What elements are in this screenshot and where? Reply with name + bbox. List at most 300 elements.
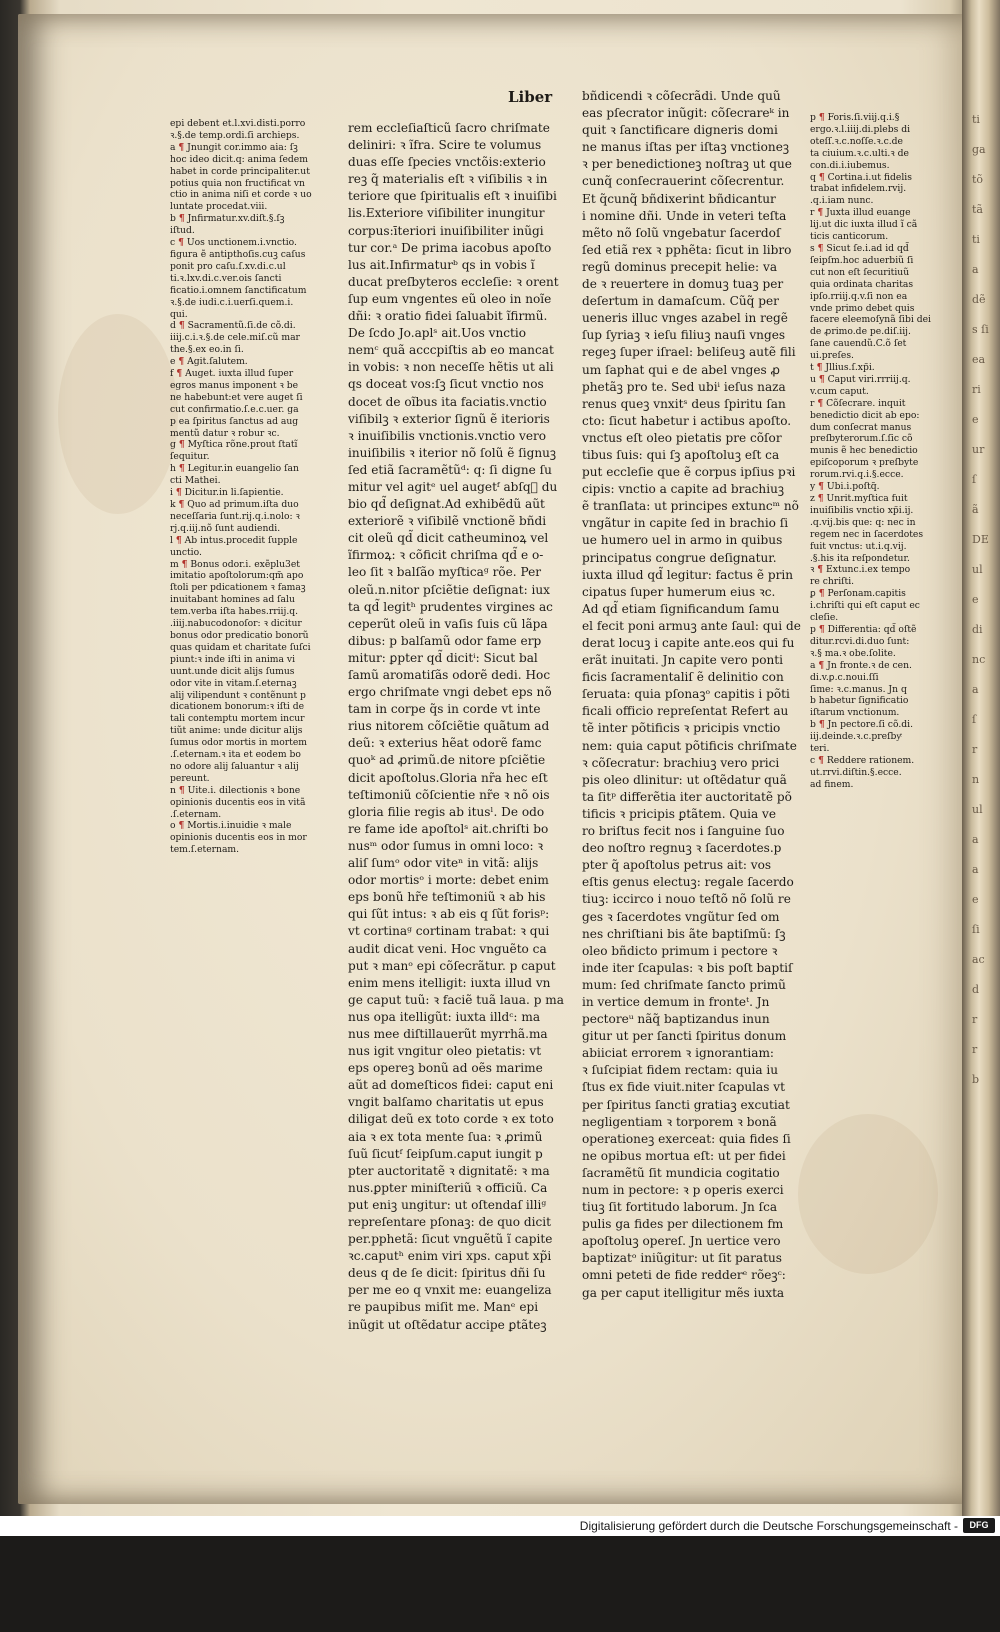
text-line: eps bonũ hr̃e teſtimoniũ ꝛ ab his <box>348 890 546 905</box>
gloss-line: tem.verba iſta habes.rriij.q. <box>170 606 299 618</box>
gloss-line: t ¶ Jllius.ſ.xp̃i. <box>810 362 875 374</box>
gloss-line: alij vilipendunt ꝛ contẽnunt p <box>170 689 306 701</box>
text-line: ſed etiã rex ꝛ pphẽta: ſicut in libro <box>582 242 792 257</box>
text-line: diligat deũ ex toto corde ꝛ ex toto <box>348 1112 554 1127</box>
text-line: Ad qd̃ etiam ſignificandum ſamu <box>582 601 780 616</box>
text-line: nes chriſtiani bis ãte baptiſmũ: ſꝫ <box>582 926 786 941</box>
text-line: ergo chriſmate vngi debet eps nõ <box>348 685 552 700</box>
gloss-line: c ¶ Reddere rationem. <box>810 754 915 766</box>
edge-fragment: e <box>972 893 979 906</box>
gloss-line: neceſſaria ſunt.rij.q.i.nolo: ꝛ <box>170 510 300 522</box>
gloss-line: vnde primo debet quis <box>810 302 915 314</box>
text-line: tificis ꝛ pricipis ꝑtãtem. Quia ve <box>582 806 777 821</box>
gloss-line: potius quia non fructificat vn <box>170 177 305 189</box>
edge-fragment: ſ <box>972 473 977 486</box>
text-line: ge caput tuũ: ꝛ faciẽ tuã laua. p ma <box>348 992 564 1007</box>
text-line: ficali officio repreſentat Refert au <box>582 704 789 719</box>
text-line: dicit apoſtolus.Gloria nr̃a hec eſt <box>348 770 548 785</box>
text-line: bñdicendi ꝛ cõſecrãdi. Unde quũ <box>582 89 781 103</box>
gloss-line: ficatio.i.omnem ſanctificatum <box>170 284 307 296</box>
text-line: inũgit ut oſtẽdatur accipe ꝑtãteꝫ <box>348 1317 547 1332</box>
text-line: mẽto nõ ſolũ vngebatur ſacerdoſ <box>582 225 781 240</box>
paragraph-mark-icon: ¶ <box>818 719 825 731</box>
text-line: tibus ſuis: qui ſꝫ apoſtoluꝫ eſt ca <box>582 447 780 462</box>
gloss-line: ergo.ꝛ.l.iiij.di.plebs di <box>810 123 911 135</box>
gloss-line: facere eleemoſynã ſibi dei <box>810 314 931 326</box>
text-line: lis.Exteriore viſibiliter inungitur <box>348 206 545 221</box>
text-line: ſtus ex fide viuit.niter ſcapulas vt <box>582 1080 785 1095</box>
paragraph-mark-icon: ¶ <box>178 237 184 249</box>
paragraph-mark-icon: ¶ <box>181 558 188 570</box>
edge-fragment: nc <box>972 653 986 666</box>
edge-fragment: tã <box>972 203 983 216</box>
text-line: ſuũ ſicutᶠ ſeipſum.caput iungit p <box>348 1146 543 1161</box>
text-line: corpus:īteriori inuiſibiliter inũgi <box>348 223 544 238</box>
gloss-line: cleſie. <box>810 612 839 624</box>
text-line: pis oleo dlinitur: ut oſtẽdatur quã <box>582 772 787 787</box>
text-line: exteriorẽ ꝛ viſibilẽ vnctionẽ bñdi <box>348 514 547 529</box>
text-line: abiiciat errorem ꝛ ignorantiam: <box>582 1046 775 1061</box>
text-line: mitur: ꝑpter qd̃ dicitⁱ: Sicut bal <box>348 650 538 665</box>
gloss-line: .q.i.iam nunc. <box>810 195 874 207</box>
text-line: aia ꝛ ex tota mente ſua: ꝛ ꝓrimũ <box>348 1129 543 1144</box>
edge-fragment: ur <box>972 443 985 456</box>
paragraph-mark-icon: ¶ <box>178 784 185 796</box>
gloss-line: ſime: ꝛ.c.manus. Jn q <box>810 683 907 695</box>
text-line: renus queꝫ vnxitˢ deus ſpiritu ſan <box>582 396 786 411</box>
gloss-line: luntate procedat.viii. <box>170 201 268 213</box>
gloss-line: dicationem bonorum:ꝛ iſti de <box>170 701 305 713</box>
paragraph-mark-icon: ¶ <box>175 534 182 546</box>
dfg-logo: DFG <box>963 1518 995 1533</box>
gloss-line: m ¶ Bonus odor.i. exẽplu3et <box>170 558 300 570</box>
paragraph-mark-icon: ¶ <box>818 171 825 183</box>
gloss-line: b ¶ Jn pectore.ſi cõ.di. <box>810 719 913 731</box>
text-line: rem eccleſiaſticũ ſacro chriſmate <box>348 121 550 135</box>
gloss-line: ſequitur. <box>170 451 210 463</box>
text-line: aliſ ſumᵒ odor viteⁿ in vitã: alijs <box>348 856 539 871</box>
text-line: put eniꝫ ungitur: ut oſtendaſ illiᵍ <box>348 1197 547 1212</box>
text-line: nus.ꝑpter miniſteriũ ꝛ officiũ. Ca <box>348 1180 548 1195</box>
text-line: principatus congrue deſignatur. <box>582 550 777 565</box>
gloss-line: ꝛ.§.de temp.ordi.ſi archieps. <box>170 129 300 141</box>
footer-credit: Digitalisierung gefördert durch die Deutsche Forschungsgemeinschaft - <box>579 1519 958 1533</box>
text-line: omni peteti de fide redderᵉ rõeꝫᶜ: <box>582 1268 786 1283</box>
text-line: in vertice demum in fronteᵗ. Jn <box>582 994 770 1009</box>
paragraph-mark-icon: ¶ <box>178 320 185 332</box>
edge-fragment: ti <box>972 233 980 246</box>
text-line: vngit balſamo charitatis ut epus <box>348 1095 544 1110</box>
gloss-line: h ¶ Legitur.in euangelio ſan <box>170 463 299 475</box>
main-text-column-2 <box>582 88 808 1302</box>
text-line: ueneris illuc vnges azabel in regẽ <box>582 311 788 326</box>
gloss-line: e ¶ Agit.ſalutem. <box>170 356 248 368</box>
text-line: Et q̃cunq̃ bñdixerint bñdicantur <box>582 191 776 206</box>
gloss-line: k ¶ Quo ad primum.iſta duo <box>170 499 299 510</box>
gloss-line: opinionis ducentis eos in vitã <box>170 796 306 808</box>
text-line: tam in corpe q̃s in corde vt inte <box>348 702 541 717</box>
text-line: vnctus eſt oleo pietatis pre cõſor <box>582 430 782 445</box>
text-line: ue humero uel in armo in quibus <box>582 533 783 548</box>
text-line: ſeruata: quia pſonaꝫᵒ capitis i põti <box>582 687 790 702</box>
text-line: ne opibus mortua eſt: ut per fidei <box>582 1148 786 1163</box>
gloss-line: ut.rrvi.diſtin.§.ecce. <box>810 766 902 778</box>
gloss-line: .iiij.nabucodonoſor: ꝛ dicitur <box>170 618 302 630</box>
text-line: regũ dominus precepit helie: va <box>582 259 778 274</box>
paragraph-mark-icon: ¶ <box>818 112 825 123</box>
gloss-line: ticis canticorum. <box>810 231 889 243</box>
paragraph-mark-icon: ¶ <box>818 373 825 385</box>
gloss-line: .ſ.eternam.ꝛ ita et eodem bo <box>170 749 301 761</box>
gloss-line: ꝛ.§.de iudi.c.i.uerſi.quem.i. <box>170 296 294 308</box>
main-text-column-1 <box>348 120 573 1334</box>
text-line: negligentiam ꝛ torporem ꝛ bonã <box>582 1114 777 1129</box>
gloss-line: unctio. <box>170 546 202 558</box>
edge-fragment: dẽ <box>972 293 986 306</box>
running-head: Liber <box>508 88 553 106</box>
gloss-line: preſbyterorum.ſ.ſic cõ <box>810 433 913 445</box>
gloss-line: habet in corde principaliter.ut <box>170 165 310 177</box>
text-line: ẽ tranſlata: ut principes extuncᵐ nõ <box>582 499 799 514</box>
gloss-line: p ¶ Differentia: qd̃ oſtẽ <box>810 623 917 635</box>
edge-fragment: s ſi <box>972 323 989 336</box>
gloss-left-column <box>170 118 348 856</box>
text-line: repreſentare pſonaꝫ: de quo dicit <box>348 1215 551 1229</box>
gloss-line: inuiſibilis vnctio xp̃i.ij. <box>810 504 914 516</box>
gloss-line: r ¶ Cõſecrare. inquit <box>810 397 906 409</box>
edge-fragment: r <box>972 743 978 756</box>
text-line: derat locuꝫ i capite ante.eos qui fu <box>582 636 795 650</box>
gloss-line: qui. <box>170 308 188 320</box>
gloss-line: v.cum caput. <box>810 385 869 397</box>
text-line: lus ait.Infirmaturᵇ qs in vobis ĩ <box>348 257 535 272</box>
text-line: apoſtoluꝫ opereſ. Jn uertice vero <box>582 1234 781 1249</box>
edge-fragment: ga <box>972 143 986 156</box>
text-line: inuiſibilis ꝛ iterior nõ ſolũ ẽ ſignuꝫ <box>348 445 557 460</box>
paragraph-mark-icon: ¶ <box>178 820 185 832</box>
text-line: nusᵐ odor ſumus in omni loco: ꝛ <box>348 838 544 853</box>
text-line: teſtimoniũ cõſcientie nr̃e ꝛ nõ ois <box>348 787 550 802</box>
edge-fragment: e <box>972 413 979 426</box>
text-line: leo ſit ꝛ balſão myſticaᵍ rõe. Per <box>348 565 542 580</box>
text-line: deo noſtro regnuꝫ ꝛ ſacerdotes.p <box>582 841 782 856</box>
gloss-line: no odore alij ſaluantur ꝛ alij <box>170 760 299 772</box>
paragraph-mark-icon: ¶ <box>178 463 185 475</box>
text-line: ſed etiã ſacramẽtũᵈ: q: ſi digne ſu <box>348 462 552 477</box>
paragraph-mark-icon: ¶ <box>178 356 185 368</box>
text-line: quoᵏ ad ꝓrimũ.de nitore pſciẽtie <box>348 753 546 768</box>
text-line: viſibilꝫ ꝛ exterior ſignũ ẽ iterioris <box>348 411 550 426</box>
gloss-line: munis ẽ hec benedictio <box>810 445 918 457</box>
gloss-line: epiſcoporum ꝛ preſbyte <box>810 457 919 469</box>
text-line: quit ꝛ ſanctificare digneris domi <box>582 123 778 138</box>
gloss-line: q ¶ Cortina.i.ut fidelis <box>810 171 912 183</box>
gloss-line: c ¶ Uos unctionem.i.vnctio. <box>170 237 297 249</box>
text-line: put eccleſie que ẽ corpus ipſius pꝛi <box>582 465 796 480</box>
text-line: deliniri: ꝛ ĩfra. Scire te volumus <box>348 138 542 153</box>
text-line: deũ: ꝛ exterius hẽat odorẽ famc <box>348 736 542 751</box>
gloss-line: y ¶ Ubi.i.poſtq̃. <box>810 481 880 493</box>
gloss-line: l ¶ Ab intus.procedit ſupple <box>170 534 298 546</box>
gloss-line: iſtarum vnctionum. <box>810 707 900 719</box>
gloss-line: u ¶ Caput viri.rrriij.q. <box>810 373 911 385</box>
edge-fragment: d <box>972 983 980 996</box>
gloss-line: ne habebunt:et vere auget ſi <box>170 391 303 403</box>
gloss-line: ſtoli per pdicationem ꝛ famaꝫ <box>170 582 306 594</box>
text-line: nemᶜ quã acccpiſtis ab eo mancat <box>348 343 554 358</box>
paragraph-mark-icon: ¶ <box>818 754 824 766</box>
edge-fragment: ã <box>972 503 979 516</box>
text-line: per ſpiritus ſancti gratiaꝫ excutiat <box>582 1097 790 1112</box>
text-line: gloria filie regis ab itusˡ. De odo <box>348 804 545 819</box>
text-line: mum: ſed chriſmate ſancto primũ <box>582 977 786 992</box>
gloss-line: a ¶ Jn fronte.ꝛ de cen. <box>810 659 912 671</box>
gloss-line: i ¶ Dicitur.in li.ſapientie. <box>170 487 284 499</box>
text-line: teriore que ſpiritualis eſt ꝛ inuiſibi <box>348 189 557 204</box>
text-line: ga per caput itelligitur mẽs iuxta <box>582 1285 785 1300</box>
edge-fragment: DE <box>972 533 989 546</box>
gloss-line: trabat infidelem.rvij. <box>810 183 907 195</box>
text-line: enim mens itelligit: iuxta illud vn <box>348 975 551 990</box>
text-line: ꝛ ſuſcipiat fidem rectam: quia iu <box>582 1063 779 1078</box>
text-line: pectoreᵘ nãq̃ baptizandus inun <box>582 1012 770 1027</box>
edge-fragment: ul <box>972 803 983 816</box>
gloss-line: rj.q.iij.nõ ſunt audiendi. <box>170 522 281 534</box>
gloss-line: ta ciuium.ꝛ.c.ulti.ꝛ de <box>810 147 909 159</box>
text-line: regeꝫ ſuper iſrael: beliſeuꝫ autẽ fili <box>582 345 796 360</box>
edge-fragment: ea <box>972 353 986 366</box>
gloss-line: iſtud. <box>170 225 195 237</box>
text-line: um ſaphat qui e de abel vnges ꝓ <box>582 362 780 377</box>
text-line: pulis ga fides per dilectionem fm <box>582 1217 784 1232</box>
gloss-line: the.§.ex eo.in ſi. <box>170 344 244 356</box>
gloss-line: ad finem. <box>810 778 854 790</box>
gloss-line: bonus odor predicatio bonorũ <box>170 629 309 641</box>
gloss-line: ſane cauendũ.C.õ ſet <box>810 338 907 350</box>
text-line: oleũ.n.nitor pſciẽtie deſignat: iux <box>348 582 550 597</box>
gloss-line: lij.ut dic iuxta illud ĩ cã <box>810 219 918 231</box>
gloss-line: egros manus imponent ꝛ be <box>170 379 299 391</box>
text-line: cunq̃ conſecrauerint cõſecrentur. <box>582 174 785 189</box>
gloss-line: b habetur ſignificatio <box>810 695 909 707</box>
gloss-line: .q.vij.bis que: q: nec in <box>810 516 916 528</box>
edge-fragment: ti <box>972 113 980 126</box>
text-line: ĩfirmoꝝ: ꝛ cõficit chriſma qd̃ e o- <box>348 548 544 563</box>
gloss-line: ipſo.rriij.q.v.ſi non ea <box>810 290 908 302</box>
text-line: ꝛ cõſecratur: brachiuꝫ vero prici <box>582 755 780 770</box>
text-line: cipatus ſuper humerum eius ꝛc. <box>582 584 776 599</box>
edge-fragment: di <box>972 623 983 636</box>
gloss-line: a ¶ Jnungit cor.immo aia: ſꝫ <box>170 141 298 153</box>
edge-fragment: n <box>972 773 980 786</box>
text-line: reꝫ q̃ materialis eſt ꝛ viſibilis ꝛ in <box>348 172 548 187</box>
facing-page-text <box>972 112 1000 1632</box>
paragraph-mark-icon: ¶ <box>817 207 824 219</box>
paragraph-mark-icon: ¶ <box>176 368 183 380</box>
text-line: ſup ſyriaꝫ ꝛ ieſu filiuꝫ nauſi vnges <box>582 328 786 343</box>
gloss-line: rorum.rvi.q.i.§.ecce. <box>810 469 904 481</box>
paragraph-mark-icon: ¶ <box>818 588 825 600</box>
gloss-line: ui.preſes. <box>810 350 854 362</box>
text-line: eps opereꝫ bonũ ad oẽs marime <box>348 1061 543 1076</box>
gloss-line: ꝑ ¶ Perſonam.capitis <box>810 588 906 600</box>
text-line: phetãꝫ pro te. Sed ubiⁱ ieſus naza <box>582 379 786 394</box>
edge-fragment: tõ <box>972 173 984 186</box>
text-line: nus opa itelligũt: iuxta illdᶜ: ma <box>348 1009 541 1024</box>
paragraph-mark-icon: ¶ <box>175 487 182 499</box>
gloss-line: p ea ſpiritus ſanctus ad aug <box>170 415 299 427</box>
gloss-line: .ſ.eternam. <box>170 808 222 820</box>
paper-stain <box>798 1114 938 1274</box>
paragraph-mark-icon: ¶ <box>178 499 185 510</box>
edge-fragment: a <box>972 263 979 276</box>
text-line: el fecit poni armuꝫ ante ſaul: qui de <box>582 618 801 633</box>
text-line: deus q de ſe dicit: ſpiritus dñi ſu <box>348 1266 546 1281</box>
paragraph-mark-icon: ¶ <box>178 213 185 225</box>
text-line: eas pſecrator inũgit: cõſecrareᵏ in <box>582 106 790 121</box>
text-line: deſertum in damaſcum. Cũq̃ per <box>582 294 779 309</box>
text-line: cto: ſicut habetur i actibus apoſto. <box>582 413 792 428</box>
text-line: ta qd̃ legitʰ prudentes virgines ac <box>348 599 553 614</box>
edge-fragment: ri <box>972 383 981 396</box>
edge-fragment: b <box>972 1073 980 1086</box>
gloss-line: cut non eſt ſecuritiuũ <box>810 266 910 278</box>
text-line: pter auctoritatẽ ꝛ dignitatẽ: ꝛ ma <box>348 1163 550 1178</box>
text-line: dñi: ꝛ oratio fidei ſaluabit ĩfirmũ. <box>348 309 548 324</box>
text-line: ſup eum vngentes eũ oleo in noĩe <box>348 291 552 306</box>
text-line: dibus: p balſamũ odor fame erp <box>348 633 542 648</box>
text-line: ceperũt oleũ in vaſis ſuis cũ lãpa <box>348 616 548 631</box>
text-line: ꝛ per benedictioneꝫ noſtraꝫ ut que <box>582 157 792 172</box>
text-line: cit oleũ qd̃ dicit catheuminoꝝ vel <box>348 531 549 546</box>
text-line: ne manus iſtas per iſtaꝫ vnctioneꝫ <box>582 140 790 155</box>
gloss-line: tiũt anime: unde dicitur alijs <box>170 725 303 737</box>
gloss-line: .§.his ita reſpondetur. <box>810 552 910 564</box>
gloss-line: opinionis ducentis eos in mor <box>170 832 307 844</box>
gloss-line: quas quidam et charitate ſuſci <box>170 641 311 653</box>
text-line: iuxta illud qd̃ legitur: factus ẽ prin <box>582 567 794 582</box>
paragraph-mark-icon: ¶ <box>818 659 825 671</box>
gloss-line: figura ẽ antipthoſis.cuꝫ caſus <box>170 248 306 260</box>
text-line: pter q̃ apoſtolus petrus ait: vos <box>582 858 772 873</box>
gloss-line: hoc ideo dicit.q: anima ſedem <box>170 153 308 165</box>
gloss-line: ponit pro caſu.ſ.xv.di.c.ul <box>170 260 286 272</box>
edge-fragment: r <box>972 1013 978 1026</box>
paragraph-mark-icon: ¶ <box>817 493 824 504</box>
text-line: operationeꝫ exerceat: quia fides ſi <box>582 1131 791 1146</box>
text-line: audit dicat veni. Hoc vnguẽto ca <box>348 941 547 956</box>
paragraph-mark-icon: ¶ <box>817 564 824 576</box>
text-line: rius nitorem cõſciẽtie quãtum ad <box>348 719 550 734</box>
text-line: De ſcdo Jo.aplˢ ait.Uos vnctio <box>348 326 527 341</box>
text-line: tur cor.ᵃ De prima iacobus apoſto <box>348 240 552 255</box>
text-line: ro briſtus fecit nos i ſanguine ſuo <box>582 824 785 839</box>
text-line: nus igit vngitur oleo pietatis: vt <box>348 1044 542 1059</box>
text-line: tẽ inter põtificis ꝛ pricipis vnctio <box>582 721 781 736</box>
edge-fragment: r <box>972 1043 978 1056</box>
paragraph-mark-icon: ¶ <box>178 141 185 153</box>
text-line: eſtis genus electuꝫ: regale ſacerdo <box>582 875 794 890</box>
gloss-line: piunt:ꝛ inde iſti in anima vi <box>170 653 296 665</box>
gloss-line: n ¶ Uite.i. dilectionis ꝛ bone <box>170 784 301 796</box>
text-line: re paupibus miſit me. Manᵉ epi <box>348 1300 539 1315</box>
text-line: ſacramẽtũ ſit mundicia cogitatio <box>582 1165 780 1180</box>
gloss-line: tali contemptu mortem incur <box>170 713 305 725</box>
text-line: bio qd̃ deſignat.Ad exhibẽdũ aũt <box>348 497 545 512</box>
text-line: per me eo q vnxit me: euangeliza <box>348 1283 552 1298</box>
gloss-line: d ¶ Sacramentũ.ſi.de cõ.di. <box>170 320 296 332</box>
text-line: inde iter ſcapulas: ꝛ bis poſt baptiſ <box>582 960 793 975</box>
paragraph-mark-icon: ¶ <box>817 397 824 409</box>
gloss-line: ꝛ.§ ma.ꝛ obe.ſolite. <box>810 647 896 659</box>
edge-fragment: a <box>972 683 979 696</box>
gloss-line: dum conſecrat manus <box>810 421 912 433</box>
text-line: nus mee diſtillauerũt myrrhã.ma <box>348 1026 548 1041</box>
gloss-line: ſumus odor mortis in mortem <box>170 737 307 749</box>
text-line: odor mortisᵒ i morte: debet enim <box>348 873 549 888</box>
gloss-line: con.di.i.iubemus. <box>810 159 890 171</box>
text-line: ſamũ aromatiſãs odorẽ dedi. Hoc <box>348 668 551 682</box>
text-line: ducat preſbyteros eccleſie: ꝛ orent <box>348 274 559 289</box>
paragraph-mark-icon: ¶ <box>818 623 825 635</box>
gloss-line: iij.deinde.ꝛ.c.preſbyͤ <box>810 731 901 743</box>
paragraph-mark-icon: ¶ <box>818 481 824 493</box>
gloss-line: r ¶ Juxta illud euange <box>810 207 911 219</box>
edge-fragment: ul <box>972 563 983 576</box>
text-line: qui ſũt intus: ꝛ ab eis q ſũt forisᵖ: <box>348 907 550 922</box>
gloss-line: ti.ꝛ.lxv.di.c.ver.ois ſancti <box>170 272 282 284</box>
text-line: nem: quia caput põtificis chriſmate <box>582 738 797 753</box>
text-line: gitur ut per ſancti ſpiritus donum <box>582 1029 787 1044</box>
edge-fragment: ac <box>972 953 985 966</box>
text-line: ges ꝛ ſacerdotes vngũtur ſed om <box>582 909 780 924</box>
gloss-line: ditur.rcvi.di.duo ſunt: <box>810 635 910 647</box>
text-line: num in pectore: ꝛ p operis exerci <box>582 1183 784 1197</box>
text-line: docet de oĩbus ita faciatis.vnctio <box>348 394 547 409</box>
gloss-right-column <box>810 112 960 791</box>
gloss-line: de ꝓrimo.de pe.diſ.iij. <box>810 326 911 338</box>
gloss-line: imitatio apoſtolorum:qm̃ apo <box>170 570 304 582</box>
gloss-line: regem nec in ſacerdotes <box>810 528 924 540</box>
gloss-line: odor vite in vitam.ſ.eternaꝫ <box>170 677 297 689</box>
gloss-line: benedictio dicit ab epo: <box>810 409 920 421</box>
paragraph-mark-icon: ¶ <box>816 362 823 374</box>
paragraph-mark-icon: ¶ <box>817 242 824 254</box>
gloss-line: tem.ſ.eternam. <box>170 844 240 856</box>
gloss-line: o ¶ Mortis.i.inuidie ꝛ male <box>170 820 292 832</box>
text-line: ta ſitᵖ differẽtia iter auctoritatẽ põ <box>582 789 792 804</box>
gloss-line: ſeipſm.hoc aduerbiũ ſi <box>810 254 914 266</box>
gloss-line: fuit vnctus: ut.i.q.vij. <box>810 540 907 552</box>
text-line: ꝛ inuiſibilis vnctionis.vnctio vero <box>348 428 547 443</box>
gloss-line: ꝛ ¶ Extunc.i.ex tempo <box>810 564 911 576</box>
text-line: tiuꝫ ſit fortitudo laborum. Jn ſca <box>582 1200 778 1215</box>
gloss-line: f ¶ Auget. iuxta illud ſuper <box>170 368 294 380</box>
gloss-line: ctio in anima niſi et corde ꝛ uo <box>170 189 312 201</box>
gloss-line: g ¶ Myſtica rõne.prout ſtatĩ <box>170 439 298 451</box>
gloss-line: iiij.c.i.ꝛ.§.de cele.miſ.cũ mar <box>170 332 300 344</box>
gloss-line: z ¶ Unrit.myſtica fuit <box>810 493 908 504</box>
text-line: qs doceat vos:ſꝫ ſicut vnctio nos <box>348 377 544 392</box>
text-line: vt cortinaᵍ cortinam trabat: ꝛ qui <box>348 924 550 939</box>
gloss-line: pereunt. <box>170 772 210 784</box>
text-line: ꝛc.caputʰ enim viri xps. caput xp̃i <box>348 1249 552 1264</box>
paper-stain <box>58 314 178 514</box>
gloss-line: s ¶ Sicut ſe.i.ad id qd̃ <box>810 242 909 254</box>
gloss-line: teri. <box>810 743 830 755</box>
gloss-line: quia ordinata charitas <box>810 278 914 290</box>
text-line: mitur vel agitᵉ uel augetᶠ abſq᷒ du <box>348 479 558 494</box>
